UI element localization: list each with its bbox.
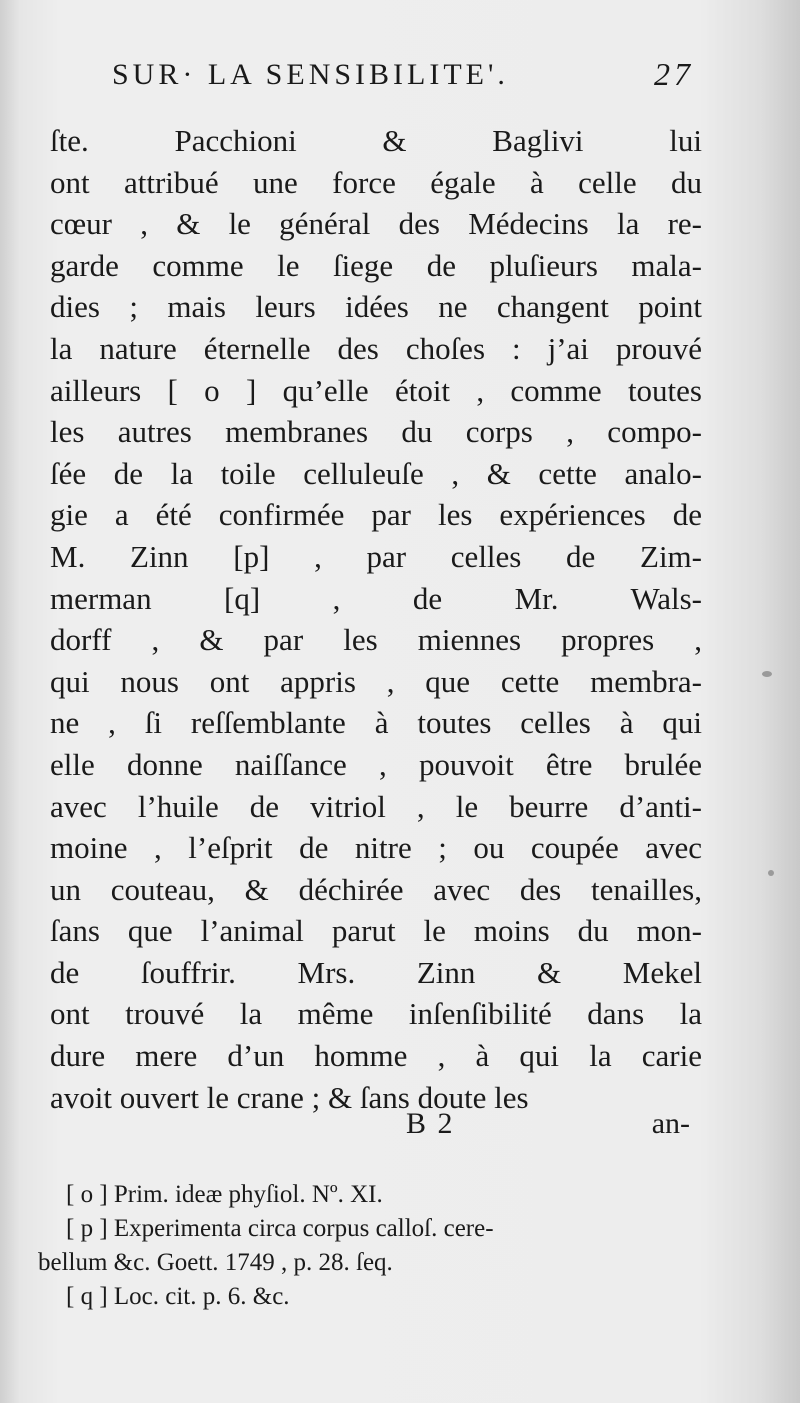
footnote-p: [ p ] Experimenta circa corpus calloſ. cere- xyxy=(66,1215,494,1242)
footnote-o: [ o ] Prim. ideæ phyſiol. Nº. XI. xyxy=(66,1181,383,1208)
text-line: dorff , & par les miennes propres , xyxy=(50,622,702,658)
text-line: ſée de la toile celluleuſe , & cette analo- xyxy=(50,455,702,491)
page-header xyxy=(112,52,712,102)
text-line: un couteau, & déchirée avec des tenailles, xyxy=(50,871,702,907)
text-line: elle donne naiſſance , pouvoit être brulée xyxy=(50,746,702,782)
text-line: avoit ouvert le crane ; & ſans doute les xyxy=(50,1079,529,1115)
footnote-q: [ q ] Loc. cit. p. 6. &c. xyxy=(66,1283,290,1310)
page-number: 27 xyxy=(654,56,694,92)
text-line: de ſouffrir. Mrs. Zinn & Mekel xyxy=(50,954,702,990)
text-line: avec l’huile de vitriol , le beurre d’anti- xyxy=(50,788,702,824)
text-line: gie a été confirmée par les expériences de xyxy=(50,497,702,533)
footnotes xyxy=(38,1178,698,1314)
body-text xyxy=(50,120,702,1118)
text-line: ſans que l’animal parut le moins du mon- xyxy=(50,913,702,949)
text-line: les autres membranes du corps , compo- xyxy=(50,414,702,450)
text-line: ailleurs [ o ] qu’elle étoit , comme toutes xyxy=(50,372,702,408)
text-line: cœur , & le général des Médecins la re- xyxy=(50,206,702,242)
text-line: qui nous ont appris , que cette membra- xyxy=(50,663,702,699)
text-line: ne , ſi reſſemblante à toutes celles à qui xyxy=(50,705,702,741)
footnote-p-continued: bellum &c. Goett. 1749 , p. 28. ſeq. xyxy=(38,1249,393,1276)
text-line: garde comme le ſiege de pluſieurs mala- xyxy=(50,247,702,283)
text-line: merman [q] , de Mr. Wals- xyxy=(50,580,702,616)
text-line: ont trouvé la même inſenſibilité dans la xyxy=(50,996,702,1032)
catchword: an- xyxy=(651,1107,690,1140)
paper-speck xyxy=(768,870,774,876)
running-title: SUR· LA SENSIBILITE'. xyxy=(112,58,509,91)
signature-mark: B 2 xyxy=(406,1107,455,1140)
paper-speck xyxy=(762,671,772,677)
text-line: la nature éternelle des choſes : j’ai prouvé xyxy=(50,330,702,366)
text-line: ſte. Pacchioni & Baglivi lui xyxy=(50,123,702,158)
page-footer xyxy=(50,1107,690,1147)
text-line: dure mere d’un homme , à qui la carie xyxy=(50,1038,702,1074)
text-line: ont attribué une force égale à celle du xyxy=(50,164,702,200)
text-line: moine , l’eſprit de nitre ; ou coupée avec xyxy=(50,830,702,866)
text-line: M. Zinn [p] , par celles de Zim- xyxy=(50,538,702,574)
text-line: dies ; mais leurs idées ne changent point xyxy=(50,289,702,325)
